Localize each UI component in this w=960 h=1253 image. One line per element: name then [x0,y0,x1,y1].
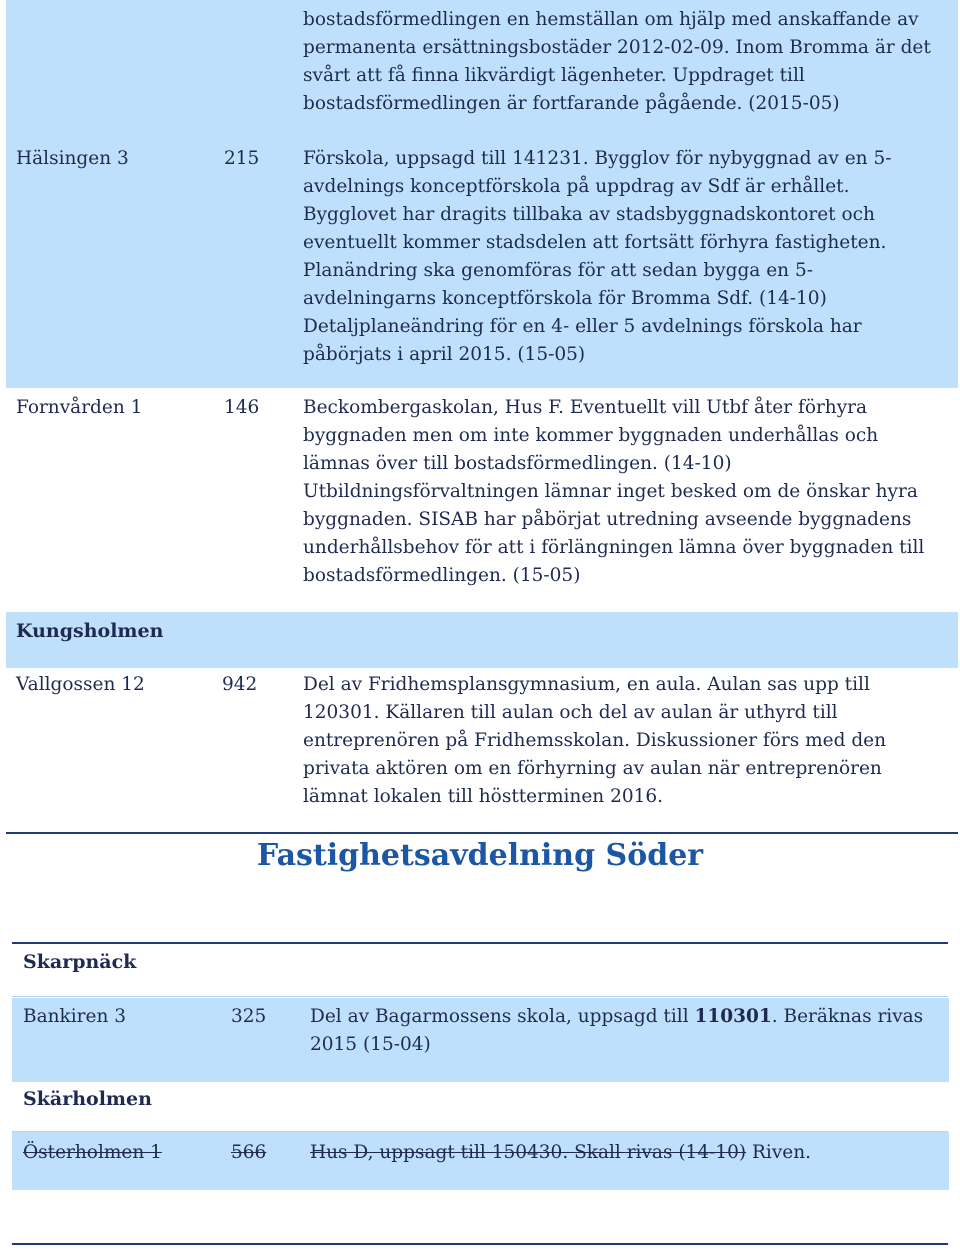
description-line: Planändring ska genomföras för att sedan bygga en 5- [303,260,813,281]
section-heading-skarholmen: Skärholmen [23,1088,152,1110]
table-rule [12,1131,948,1132]
page-heading: Fastighetsavdelning Söder [256,838,704,873]
intro-line: permanenta ersättningsbostäder 2012-02-09. Inom Bromma är det [303,37,931,58]
description-line: avdelnings konceptförskola på uppdrag av Sdf är erhållet. [303,176,850,197]
description-line: byggnaden. SISAB har påbörjat utredning avseende byggnadens [303,509,912,530]
description-line: Detaljplaneändring för en 4- eller 5 avdelnings förskola har [303,316,862,337]
description-line: Utbildningsförvaltningen lämnar inget besked om de önskar hyra [303,481,918,502]
struck-text: Hus D, uppsagt till 150430. Skall rivas (14-10) [310,1142,747,1163]
date-emphasis: 110301 [694,1006,772,1027]
description-line [310,1003,923,1031]
description-line: byggnaden men om inte kommer byggnaden underhållas och [303,425,879,446]
property-description [303,145,891,369]
property-name: Vallgossen 12 [16,674,145,695]
description-line: privata aktören om en förhyrning av aulan när entreprenören [303,758,882,779]
description-line: lämnas över till bostadsförmedlingen. (14-10) [303,453,732,474]
intro-text [303,6,931,118]
property-name: Fornvården 1 [16,397,143,418]
property-description [303,671,886,811]
property-description [310,1139,811,1167]
property-number: 942 [222,674,258,695]
section-divider [6,832,958,834]
description-line: 120301. Källaren till aulan och del av aulan är uthyrd till [303,702,838,723]
property-description [303,394,924,590]
property-number: 325 [231,1006,267,1027]
description-line: Bygglovet har dragits tillbaka av stadsbyggnadskontoret och [303,204,875,225]
description-line: eventuellt kommer stadsdelen att fortsätt förhyra fastigheten. [303,232,887,253]
description-line: avdelningarns konceptförskola för Bromma Sdf. (14-10) [303,288,827,309]
page-bottom-rule [12,1243,948,1245]
property-number: 146 [224,397,260,418]
description-text: Del av Bagarmossens skola, uppsagd till [310,1006,695,1027]
status-text: Riven. [746,1142,812,1163]
description-line: påbörjats i april 2015. (15-05) [303,344,586,365]
property-number: 215 [224,148,260,169]
description-line: bostadsförmedlingen. (15-05) [303,565,581,586]
section-heading-skarpnack: Skarpnäck [23,951,137,973]
description-line: Beckombergaskolan, Hus F. Eventuellt vill Utbf åter förhyra [303,397,868,418]
table-top-rule [12,942,948,944]
description-line: Del av Fridhemsplansgymnasium, en aula. Aulan sas upp till [303,674,870,695]
property-description [310,1003,923,1059]
description-line: Förskola, uppsagd till 141231. Bygglov för nybyggnad av en 5- [303,148,892,169]
description-line: entreprenören på Fridhemsskolan. Diskussioner förs med den [303,730,887,751]
property-number: 566 [231,1142,267,1163]
intro-line: bostadsförmedlingen en hemställan om hjälp med anskaffande av [303,9,919,30]
intro-line: svårt att få finna likvärdigt lägenheter. Uppdraget till [303,65,805,86]
property-name: Bankiren 3 [23,1006,127,1027]
description-line: underhållsbehov för att i förlängningen lämna över byggnaden till [303,537,925,558]
description-line [310,1139,811,1167]
property-name: Österholmen 1 [23,1142,162,1163]
table-rule [12,996,948,997]
property-name: Hälsingen 3 [16,148,129,169]
description-line: 2015 (15-04) [310,1034,431,1055]
description-text: . Beräknas rivas [771,1006,924,1027]
description-line: lämnat lokalen till höstterminen 2016. [303,786,664,807]
intro-line: bostadsförmedlingen är fortfarande pågående. (2015-05) [303,93,840,114]
section-heading-kungsholmen: Kungsholmen [16,620,164,642]
